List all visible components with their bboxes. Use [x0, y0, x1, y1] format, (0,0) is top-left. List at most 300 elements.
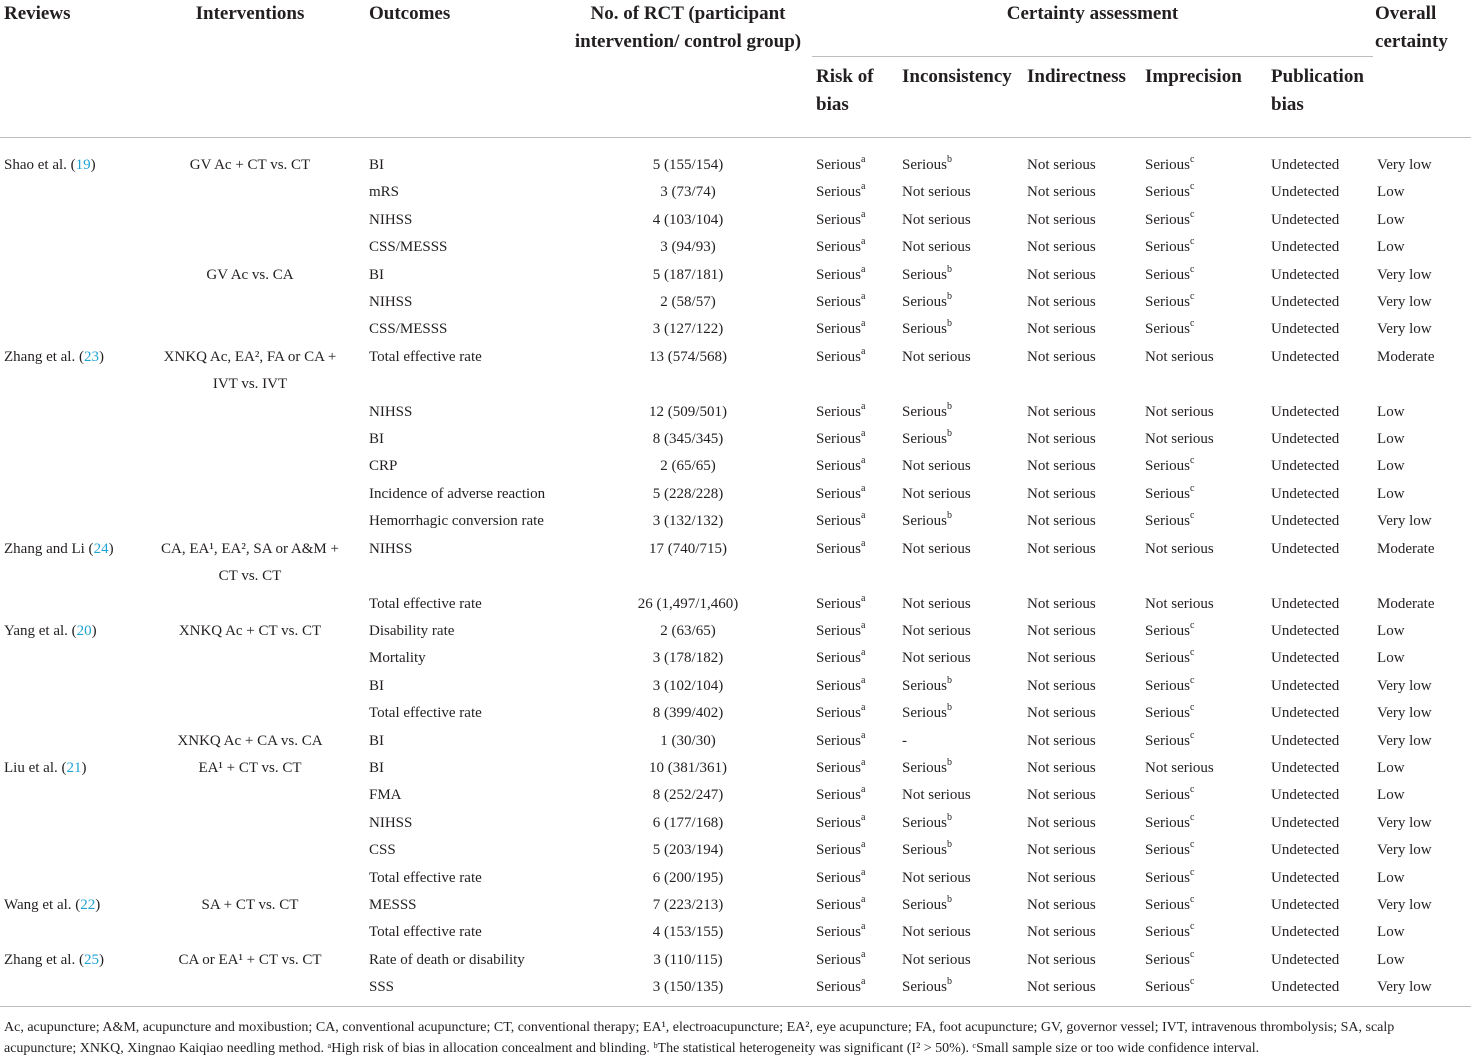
cell-risk-of-bias-value: Serious — [816, 842, 861, 859]
review-author: Liu et al. ( — [4, 759, 67, 776]
footnote-marker: c — [1190, 318, 1195, 330]
cell-indirectness-value: Not serious — [1027, 896, 1096, 913]
cell-publication-bias — [1267, 316, 1373, 343]
cell-risk-of-bias-value: Serious — [816, 540, 861, 557]
cell-risk-of-bias — [812, 974, 898, 1001]
cell-risk-of-bias — [812, 453, 898, 480]
cell-review — [0, 591, 136, 618]
footnote-marker: a — [861, 893, 866, 905]
cell-risk-of-bias-value: Serious — [816, 787, 861, 804]
cell-rct-count — [564, 179, 812, 206]
cell-imprecision-value: Serious — [1145, 650, 1190, 667]
rct-count: 5 (203/194) — [652, 842, 724, 859]
cell-imprecision-value: Serious — [1145, 513, 1190, 530]
cell-review — [0, 179, 136, 206]
cell-indirectness-value: Not serious — [1027, 979, 1096, 996]
cell-inconsistency — [898, 426, 1023, 453]
cell-publication-bias-value: Undetected — [1271, 294, 1340, 311]
cell-publication-bias — [1267, 645, 1373, 672]
cell-publication-bias — [1267, 919, 1373, 946]
cell-risk-of-bias-value: Serious — [816, 211, 861, 228]
cell-rct-count — [564, 453, 812, 480]
cell-rct-count — [564, 591, 812, 618]
cell-imprecision-value: Serious — [1145, 157, 1190, 173]
cell-publication-bias-value: Undetected — [1271, 540, 1340, 557]
footnote-marker: b — [947, 510, 952, 522]
outcome-label: SSS — [369, 979, 395, 996]
table-row — [0, 234, 1471, 261]
review-reference-link[interactable]: 19 — [75, 157, 91, 173]
cell-indirectness — [1023, 974, 1141, 1001]
cell-intervention — [136, 344, 364, 399]
cell-publication-bias — [1267, 618, 1373, 645]
rct-count: 1 (30/30) — [660, 732, 716, 749]
cell-overall-certainty-value: Low — [1377, 403, 1405, 420]
cell-outcome — [364, 892, 564, 919]
cell-indirectness-value: Not serious — [1027, 732, 1096, 749]
footnote-marker: a — [861, 291, 866, 303]
cell-imprecision — [1141, 426, 1267, 453]
cell-publication-bias-value: Undetected — [1271, 403, 1340, 420]
rct-count: 4 (103/104) — [652, 211, 724, 228]
cell-overall-certainty — [1373, 289, 1471, 316]
footnote-marker: a — [861, 236, 866, 248]
outcome-label: CRP — [369, 458, 398, 475]
cell-risk-of-bias-value: Serious — [816, 184, 861, 201]
cell-risk-of-bias-value: Serious — [816, 431, 861, 448]
cell-publication-bias-value: Undetected — [1271, 705, 1340, 722]
footnote-marker: a — [861, 921, 866, 933]
cell-inconsistency — [898, 344, 1023, 399]
cell-publication-bias — [1267, 138, 1373, 180]
cell-outcome — [364, 974, 564, 1001]
cell-indirectness — [1023, 289, 1141, 316]
cell-review — [0, 399, 136, 426]
cell-risk-of-bias-value: Serious — [816, 622, 861, 639]
cell-imprecision-value: Serious — [1145, 705, 1190, 722]
table-row — [0, 947, 1471, 974]
cell-indirectness — [1023, 179, 1141, 206]
cell-risk-of-bias — [812, 810, 898, 837]
footnote-marker: b — [947, 674, 952, 686]
cell-overall-certainty — [1373, 673, 1471, 700]
cell-imprecision — [1141, 316, 1267, 343]
cell-publication-bias — [1267, 865, 1373, 892]
cell-outcome — [364, 344, 564, 399]
cell-publication-bias — [1267, 673, 1373, 700]
header-risk-of-bias — [812, 57, 898, 138]
cell-imprecision-value: Not serious — [1145, 403, 1214, 420]
cell-outcome — [364, 865, 564, 892]
cell-imprecision-value: Not serious — [1145, 431, 1214, 448]
cell-inconsistency — [898, 837, 1023, 864]
cell-indirectness — [1023, 755, 1141, 782]
cell-risk-of-bias-value: Serious — [816, 677, 861, 694]
cell-overall-certainty-value: Moderate — [1377, 348, 1435, 365]
review-paren: ) — [98, 951, 104, 968]
cell-review — [0, 289, 136, 316]
cell-publication-bias-value: Undetected — [1271, 211, 1340, 228]
cell-review — [0, 673, 136, 700]
rct-count: 3 (132/132) — [652, 513, 724, 530]
cell-overall-certainty — [1373, 947, 1471, 974]
cell-intervention — [136, 645, 364, 672]
cell-outcome — [364, 645, 564, 672]
cell-intervention — [136, 399, 364, 426]
footnote-marker: c — [1190, 455, 1195, 467]
cell-overall-certainty — [1373, 536, 1471, 591]
cell-risk-of-bias — [812, 728, 898, 755]
cell-publication-bias — [1267, 453, 1373, 480]
cell-publication-bias — [1267, 481, 1373, 508]
cell-review — [0, 234, 136, 261]
table-row — [0, 344, 1471, 399]
cell-publication-bias — [1267, 536, 1373, 591]
cell-risk-of-bias-value: Serious — [816, 595, 861, 612]
rct-count: 5 (155/154) — [652, 157, 724, 173]
cell-inconsistency-value: Not serious — [902, 211, 971, 228]
cell-publication-bias — [1267, 234, 1373, 261]
cell-risk-of-bias-value: Serious — [816, 759, 861, 776]
cell-inconsistency — [898, 262, 1023, 289]
cell-inconsistency-value: Not serious — [902, 540, 971, 557]
cell-inconsistency — [898, 810, 1023, 837]
review-paren: ) — [91, 622, 97, 639]
cell-intervention — [136, 618, 364, 645]
header-publication-bias — [1267, 57, 1373, 138]
cell-publication-bias-value: Undetected — [1271, 458, 1340, 475]
cell-risk-of-bias — [812, 481, 898, 508]
cell-imprecision — [1141, 837, 1267, 864]
intervention-line-1: CA, EA¹, EA², SA or A&M + — [161, 540, 339, 557]
header-overall-line2: certainty — [1375, 31, 1448, 52]
footnote-marker: a — [861, 729, 866, 741]
footnote-marker: a — [861, 455, 866, 467]
cell-rct-count — [564, 289, 812, 316]
cell-indirectness-value: Not serious — [1027, 650, 1096, 667]
cell-imprecision-value: Not serious — [1145, 759, 1214, 776]
cell-overall-certainty-value: Low — [1377, 485, 1405, 502]
cell-review — [0, 138, 136, 180]
cell-review — [0, 892, 136, 919]
cell-publication-bias — [1267, 207, 1373, 234]
cell-risk-of-bias — [812, 234, 898, 261]
cell-intervention — [136, 481, 364, 508]
cell-overall-certainty-value: Low — [1377, 650, 1405, 667]
cell-overall-certainty — [1373, 344, 1471, 399]
outcome-label: BI — [369, 759, 384, 776]
rct-count: 2 (63/65) — [660, 622, 716, 639]
review-author: Wang et al. ( — [4, 896, 81, 913]
cell-rct-count — [564, 399, 812, 426]
cell-indirectness — [1023, 837, 1141, 864]
cell-inconsistency — [898, 399, 1023, 426]
cell-publication-bias — [1267, 947, 1373, 974]
footnote-marker: c — [1190, 702, 1195, 714]
cell-risk-of-bias — [812, 138, 898, 180]
cell-publication-bias — [1267, 508, 1373, 535]
footnote-marker: b — [947, 318, 952, 330]
cell-indirectness-value: Not serious — [1027, 924, 1096, 941]
table-row — [0, 700, 1471, 727]
review-paren: ) — [81, 759, 87, 776]
cell-intervention — [136, 289, 364, 316]
cell-imprecision-value: Serious — [1145, 896, 1190, 913]
review-reference-link[interactable]: 23 — [83, 348, 99, 365]
cell-risk-of-bias — [812, 262, 898, 289]
footnote-marker: c — [1190, 866, 1195, 878]
cell-intervention — [136, 755, 364, 782]
cell-review — [0, 344, 136, 399]
rct-count: 8 (252/247) — [652, 787, 724, 804]
cell-rct-count — [564, 618, 812, 645]
cell-rct-count — [564, 481, 812, 508]
cell-risk-of-bias-value: Serious — [816, 924, 861, 941]
cell-overall-certainty — [1373, 974, 1471, 1001]
outcome-label: Total effective rate — [369, 348, 482, 365]
cell-inconsistency-value: Serious — [902, 294, 947, 311]
footnote-marker: a — [861, 592, 866, 604]
cell-outcome — [364, 782, 564, 809]
cell-imprecision-value: Serious — [1145, 842, 1190, 859]
cell-imprecision-value: Serious — [1145, 485, 1190, 502]
cell-indirectness-value: Not serious — [1027, 759, 1096, 776]
cell-review — [0, 426, 136, 453]
cell-imprecision — [1141, 618, 1267, 645]
cell-publication-bias — [1267, 426, 1373, 453]
cell-overall-certainty — [1373, 700, 1471, 727]
cell-intervention — [136, 947, 364, 974]
footnote-marker: a — [861, 948, 866, 960]
cell-review — [0, 728, 136, 755]
cell-indirectness — [1023, 536, 1141, 591]
outcome-label: Hemorrhagic conversion rate — [369, 513, 544, 530]
cell-risk-of-bias-value: Serious — [816, 869, 861, 886]
cell-intervention — [136, 892, 364, 919]
cell-publication-bias-value: Undetected — [1271, 896, 1340, 913]
cell-publication-bias — [1267, 892, 1373, 919]
outcome-label: FMA — [369, 787, 402, 804]
cell-publication-bias-value: Undetected — [1271, 157, 1340, 173]
cell-indirectness-value: Not serious — [1027, 540, 1096, 557]
cell-review — [0, 782, 136, 809]
cell-publication-bias-value: Undetected — [1271, 485, 1340, 502]
cell-outcome — [364, 262, 564, 289]
header-risk-line1: Risk of — [816, 66, 874, 87]
footnote-marker: b — [947, 811, 952, 823]
cell-overall-certainty-value: Low — [1377, 622, 1405, 639]
intervention-line-1: XNKQ Ac + CT vs. CT — [178, 622, 322, 639]
rct-count: 2 (65/65) — [660, 458, 716, 475]
cell-publication-bias-value: Undetected — [1271, 787, 1340, 804]
cell-overall-certainty — [1373, 755, 1471, 782]
cell-outcome — [364, 179, 564, 206]
cell-overall-certainty-value: Very low — [1377, 705, 1432, 722]
cell-imprecision — [1141, 974, 1267, 1001]
cell-risk-of-bias — [812, 645, 898, 672]
cell-indirectness-value: Not serious — [1027, 595, 1096, 612]
outcome-label: mRS — [369, 184, 400, 201]
header-pub-line2: bias — [1271, 94, 1304, 115]
cell-overall-certainty-value: Low — [1377, 239, 1405, 256]
cell-imprecision — [1141, 755, 1267, 782]
review-reference-link[interactable]: 25 — [83, 951, 99, 968]
cell-outcome — [364, 673, 564, 700]
cell-imprecision — [1141, 399, 1267, 426]
cell-publication-bias-value: Undetected — [1271, 431, 1340, 448]
cell-publication-bias — [1267, 289, 1373, 316]
cell-indirectness — [1023, 453, 1141, 480]
cell-inconsistency-value: Not serious — [902, 348, 971, 365]
cell-indirectness-value: Not serious — [1027, 787, 1096, 804]
cell-inconsistency — [898, 453, 1023, 480]
header-rct — [564, 0, 812, 138]
cell-indirectness-value: Not serious — [1027, 622, 1096, 639]
outcome-label: CSS — [369, 842, 396, 859]
cell-outcome — [364, 700, 564, 727]
cell-risk-of-bias — [812, 536, 898, 591]
cell-rct-count — [564, 316, 812, 343]
footnote-marker: a — [861, 811, 866, 823]
cell-review — [0, 865, 136, 892]
cell-indirectness-value: Not serious — [1027, 869, 1096, 886]
cell-risk-of-bias-value: Serious — [816, 266, 861, 283]
cell-intervention — [136, 179, 364, 206]
cell-imprecision — [1141, 262, 1267, 289]
outcome-label: BI — [369, 157, 384, 173]
cell-inconsistency-value: Serious — [902, 157, 947, 173]
cell-inconsistency — [898, 234, 1023, 261]
review-author: Yang et al. ( — [4, 622, 77, 639]
cell-overall-certainty-value: Very low — [1377, 842, 1432, 859]
cell-risk-of-bias-value: Serious — [816, 321, 861, 338]
review-author: Zhang et al. ( — [4, 951, 84, 968]
cell-inconsistency-value: Serious — [902, 896, 947, 913]
header-imprecision: Imprecision — [1141, 57, 1267, 138]
header-overall-certainty — [1373, 0, 1471, 138]
review-reference-link[interactable]: 24 — [93, 540, 109, 557]
outcome-label: CSS/MESSS — [369, 321, 448, 338]
cell-intervention — [136, 591, 364, 618]
cell-review — [0, 508, 136, 535]
cell-risk-of-bias-value: Serious — [816, 403, 861, 420]
cell-rct-count — [564, 508, 812, 535]
footnote-marker: c — [1190, 784, 1195, 796]
cell-inconsistency — [898, 536, 1023, 591]
cell-indirectness — [1023, 810, 1141, 837]
cell-overall-certainty — [1373, 810, 1471, 837]
cell-risk-of-bias — [812, 508, 898, 535]
table-row — [0, 673, 1471, 700]
cell-indirectness — [1023, 138, 1141, 180]
cell-publication-bias-value: Undetected — [1271, 842, 1340, 859]
cell-publication-bias-value: Undetected — [1271, 814, 1340, 831]
rct-count: 8 (345/345) — [652, 431, 724, 448]
cell-review — [0, 700, 136, 727]
cell-rct-count — [564, 700, 812, 727]
table-row — [0, 262, 1471, 289]
cell-indirectness-value: Not serious — [1027, 266, 1096, 283]
cell-publication-bias — [1267, 974, 1373, 1001]
intervention-line-2: IVT vs. IVT — [212, 376, 288, 393]
cell-risk-of-bias — [812, 700, 898, 727]
cell-intervention — [136, 865, 364, 892]
rct-count: 3 (73/74) — [660, 184, 716, 201]
cell-indirectness — [1023, 481, 1141, 508]
rct-count: 6 (200/195) — [652, 869, 724, 886]
footnote-marker: a — [861, 510, 866, 522]
cell-indirectness — [1023, 262, 1141, 289]
cell-overall-certainty-value: Low — [1377, 869, 1405, 886]
cell-rct-count — [564, 974, 812, 1001]
cell-rct-count — [564, 782, 812, 809]
intervention-line-1: SA + CT vs. CT — [201, 896, 299, 913]
footnote-marker: c — [1190, 729, 1195, 741]
review-paren: ) — [90, 157, 96, 173]
review-reference-link[interactable]: 20 — [76, 622, 92, 639]
rct-count: 7 (223/213) — [652, 896, 724, 913]
review-reference-link[interactable]: 21 — [66, 759, 82, 776]
cell-outcome — [364, 426, 564, 453]
header-pub-line1: Publication — [1271, 66, 1364, 87]
cell-indirectness-value: Not serious — [1027, 431, 1096, 448]
cell-overall-certainty-value: Low — [1377, 787, 1405, 804]
cell-review — [0, 919, 136, 946]
footnote-marker: c — [1190, 619, 1195, 631]
cell-publication-bias — [1267, 262, 1373, 289]
cell-rct-count — [564, 207, 812, 234]
review-reference-link[interactable]: 22 — [80, 896, 96, 913]
cell-overall-certainty — [1373, 591, 1471, 618]
cell-imprecision — [1141, 645, 1267, 672]
cell-outcome — [364, 947, 564, 974]
cell-overall-certainty — [1373, 481, 1471, 508]
footnote-marker: c — [1190, 482, 1195, 494]
outcome-label: MESSS — [369, 896, 417, 913]
cell-imprecision — [1141, 179, 1267, 206]
cell-risk-of-bias-value: Serious — [816, 705, 861, 722]
table-row — [0, 919, 1471, 946]
footnote-marker: a — [861, 839, 866, 851]
header-reviews: Reviews — [0, 0, 136, 138]
cell-inconsistency-value: Serious — [902, 403, 947, 420]
cell-inconsistency — [898, 591, 1023, 618]
cell-overall-certainty — [1373, 234, 1471, 261]
footnote-marker: c — [1190, 236, 1195, 248]
outcome-label: Mortality — [369, 650, 426, 667]
cell-imprecision — [1141, 673, 1267, 700]
table-row — [0, 892, 1471, 919]
cell-imprecision-value: Serious — [1145, 239, 1190, 256]
cell-publication-bias — [1267, 344, 1373, 399]
cell-outcome — [364, 536, 564, 591]
intervention-line-1: EA¹ + CT vs. CT — [198, 759, 302, 776]
rct-count: 3 (110/115) — [653, 951, 723, 968]
review-author: Zhang and Li ( — [4, 540, 94, 557]
cell-intervention — [136, 453, 364, 480]
cell-indirectness — [1023, 591, 1141, 618]
cell-outcome — [364, 728, 564, 755]
cell-imprecision-value: Serious — [1145, 787, 1190, 804]
cell-publication-bias-value: Undetected — [1271, 677, 1340, 694]
cell-intervention — [136, 426, 364, 453]
cell-indirectness — [1023, 426, 1141, 453]
outcome-label: BI — [369, 266, 384, 283]
cell-rct-count — [564, 947, 812, 974]
cell-risk-of-bias — [812, 837, 898, 864]
footnote-marker: b — [947, 400, 952, 412]
cell-indirectness — [1023, 508, 1141, 535]
